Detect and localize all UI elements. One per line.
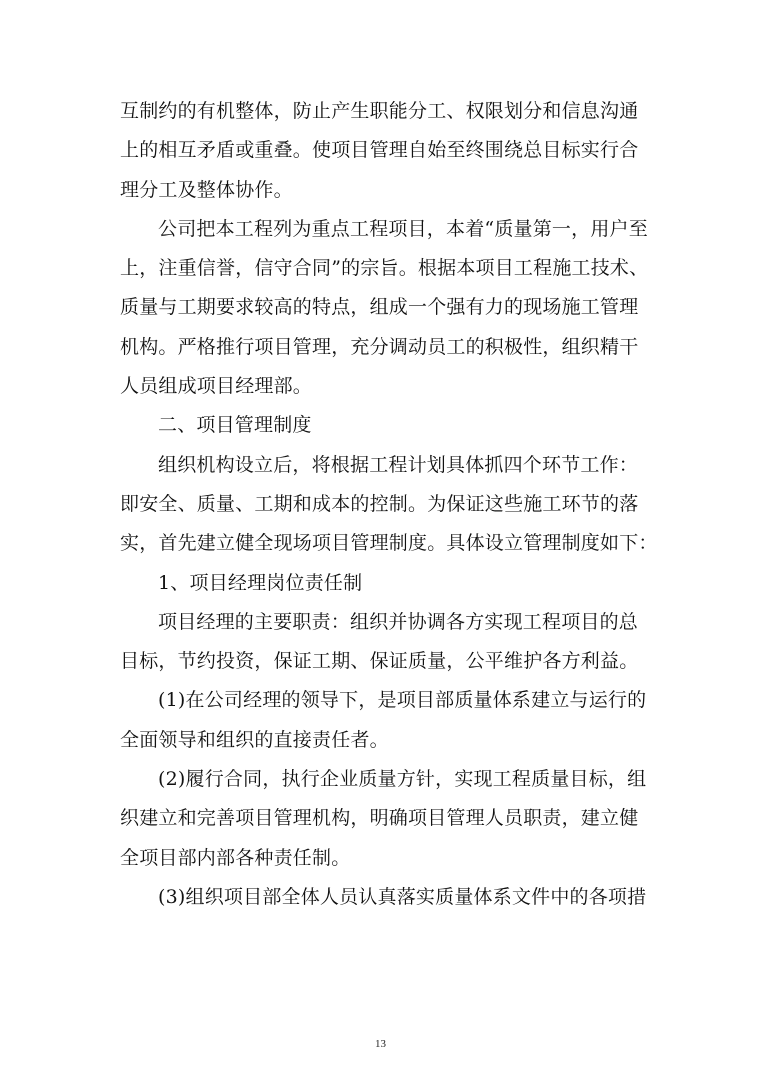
text-line: 实，首先建立健全现场项目管理制度。具体设立管理制度如下： [120, 532, 658, 555]
text-line: 全面领导和组织的直接责任者。 [120, 728, 389, 751]
text-line: 目标，节约投资，保证工期、保证质量，公平维护各方利益。 [120, 650, 639, 673]
text-line: 即安全、质量、工期和成本的控制。为保证这些施工环节的落 [120, 492, 639, 515]
paragraph-start-line: 组织机构设立后，将根据工程计划具体抓四个环节工作： [158, 453, 639, 476]
body-text [120, 92, 658, 917]
text-line: 互制约的有机整体，防止产生职能分工、权限划分和信息沟通 [120, 100, 639, 122]
paragraph-start-line: 公司把本工程列为重点工程项目，本着“质量第一，用户至 [158, 217, 648, 240]
subsection-heading: 1、项目经理岗位责任制 [158, 571, 363, 594]
list-item-start-line: (2)履行合同，执行企业质量方针，实现工程质量目标，组 [158, 768, 647, 791]
text-line: 人员组成项目经理部。 [120, 375, 313, 398]
list-item-start-line: (1)在公司经理的领导下，是项目部质量体系建立与运行的 [158, 689, 647, 712]
text-line: 理分工及整体协作。 [120, 178, 293, 201]
paragraph-start-line: 项目经理的主要职责：组织并协调各方实现工程项目的总 [158, 610, 639, 633]
text-line: 全项目部内部各种责任制。 [120, 846, 351, 869]
text-line: 上，注重信誉，信守合同”的宗旨。根据本项目工程施工技术、 [120, 257, 649, 280]
text-line: 质量与工期要求较高的特点，组成一个强有力的现场施工管理 [120, 296, 639, 319]
page-number: 13 [375, 1038, 386, 1050]
text-line: 机构。严格推行项目管理，充分调动员工的积极性，组织精干 [120, 335, 639, 358]
section-heading: 二、项目管理制度 [158, 414, 312, 437]
list-item-start-line: (3)组织项目部全体人员认真落实质量体系文件中的各项措 [158, 885, 647, 908]
text-line: 织建立和完善项目管理机构，明确项目管理人员职责，建立健 [120, 807, 639, 830]
text-line: 上的相互矛盾或重叠。使项目管理自始至终围绕总目标实行合 [120, 139, 639, 162]
